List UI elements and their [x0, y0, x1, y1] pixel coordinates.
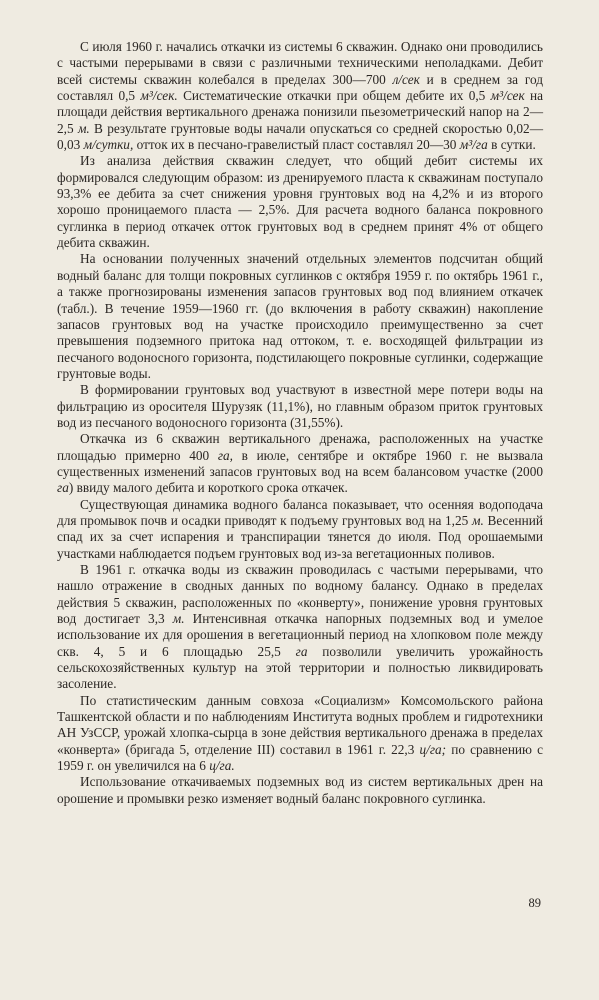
- italic-unit: ц/га.: [209, 758, 235, 774]
- paragraph-9: [57, 774, 543, 807]
- text-run: в сутки.: [487, 137, 536, 153]
- text-run: На основании полученных значений отдельных элементов подсчитан общий водный баланс для толщи покровных суглинков с октября 1959 г. по октябрь 1961 г., а также прогнозированы изменения запасов грунтовых вод под влиянием откачек (табл.). В течение 1959—1960 гг. (до включения в работу скважин) накопление запасов грунтовых вод на участке происходило преимущественно за счет превышения подземного притока над оттоком, т. е. восходящей фильтрации из песчаного водоносного горизонта, подстилающего покровные суглинки, содержащие грунтовые воды.: [57, 251, 543, 381]
- italic-unit: м.: [77, 120, 90, 136]
- italic-unit: м³/сек: [490, 88, 525, 104]
- text-run: отток их в песчано-гравелистый пласт составлял 20—30: [133, 137, 460, 153]
- paragraph-1: [57, 39, 543, 153]
- text-run: Откачка из 6 скважин вертикального дренажа, расположенных на участке площадью примерно 400: [57, 431, 543, 463]
- text-run: По статистическим данным совхоза «Социализм» Комсомольского района Ташкентской области и по наблюдениям Института водных проблем и гидротехники АН УзССР, урожай хлопка-сырца в зоне действия вертикального дренажа в пределах «конверта» (бригада 5, отделение III) составил в 1961 г. 22,3: [57, 692, 543, 757]
- text-run: Из анализа действия скважин следует, что общий дебит системы их формировался следующим образом: из дренируемого пласта к скважинам поступало 93,3% ее дебита за счет снижения уровня грунтовых вод на 4,2% и из второго хорошо проницаемого пласта — 2,5%. Для расчета водного баланса покровного суглинка в период откачек отток грунтовых вод в среднем принят 4% от общего дебита скважин.: [57, 153, 543, 251]
- text-run: позволили увеличить урожайность сельскохозяйственных культур на этой территории и полностью ликвидировать засоление.: [57, 643, 543, 692]
- text-run: в июле, сентябре и октябре 1960 г. не вызвала существенных изменений запасов грунтовых вод на всем балансовом участке (2000: [57, 447, 543, 479]
- paragraph-7: [57, 562, 543, 693]
- text-run: Существующая динамика водного баланса показывает, что осенняя водоподача для промывок почв и осадки приводят к подъему грунтовых вод на 1,25: [57, 496, 543, 528]
- italic-unit: м³/сек.: [140, 88, 178, 104]
- italic-unit: га: [57, 480, 69, 496]
- text-run: С июля 1960 г. начались откачки из системы 6 скважин. Однако они проводились с частыми перерывами в связи с различными техническими неполадками. Дебит всей системы скважин колебался в пределах 300—700: [57, 39, 543, 87]
- text-run: Интенсивная откачка напорных подземных вод и умелое использование их для орошения в вегетационный период на хлопковом поле между скв. 4, 5 и 6 площадью 25,5: [57, 611, 543, 659]
- italic-unit: ц/га;: [419, 741, 447, 757]
- text-run: В результате грунтовые воды начали опускаться со средней скоростью 0,02—0,03: [57, 120, 543, 153]
- text-run: В 1961 г. откачка воды из скважин проводилась с частыми перерывами, что нашло отражение в сводных данных по водному балансу. Однако в пределах действия 5 скважин, расположенных по «конверту», понижение уровня грунтовых вод достигает 3,3: [57, 562, 543, 627]
- paragraph-4: [57, 382, 543, 431]
- paragraph-2: [57, 153, 543, 251]
- italic-unit: м.: [172, 611, 185, 627]
- italic-unit: м.: [471, 512, 484, 528]
- text-run: по сравнению с 1959 г. он увеличился на 6: [57, 741, 543, 774]
- paragraph-8: [57, 693, 543, 775]
- text-run: Использование откачиваемых подземных вод из систем вертикальных дрен на орошение и промывки резко изменяет водный баланс покровного суглинка.: [57, 774, 543, 806]
- page-body: [57, 39, 543, 807]
- page-number: 89: [528, 896, 541, 910]
- italic-unit: л/сек: [392, 71, 420, 87]
- text-run: и в среднем за год составлял 0,5: [57, 71, 543, 104]
- text-run: Систематические откачки при общем дебите их 0,5: [177, 88, 491, 104]
- text-run: ) ввиду малого дебита и короткого срока откачек.: [68, 480, 348, 496]
- text-run: В формировании грунтовых вод участвуют в известной мере потери воды на фильтрацию из оросителя Шурузяк (11,1%), но главным образом приток грунтовых вод из песчаного водоносного горизонта (31,55%).: [57, 382, 543, 430]
- italic-unit: га,: [217, 447, 233, 463]
- paragraph-3: [57, 251, 543, 382]
- italic-unit: м/сутки,: [83, 137, 134, 153]
- paragraph-5: [57, 431, 543, 496]
- paragraph-6: [57, 497, 543, 562]
- text-run: на площади действия вертикального дренажа понизили пьезометрический напор на 2—2,5: [57, 88, 544, 136]
- text-run: Весенний спад их за счет испарения и транспирации тянется до июля. Под орошаемыми участками наблюдается подъем грунтовых вод из-за вегетационных поливов.: [57, 512, 543, 561]
- italic-unit: га: [295, 643, 308, 659]
- italic-unit: м³/га: [459, 137, 488, 153]
